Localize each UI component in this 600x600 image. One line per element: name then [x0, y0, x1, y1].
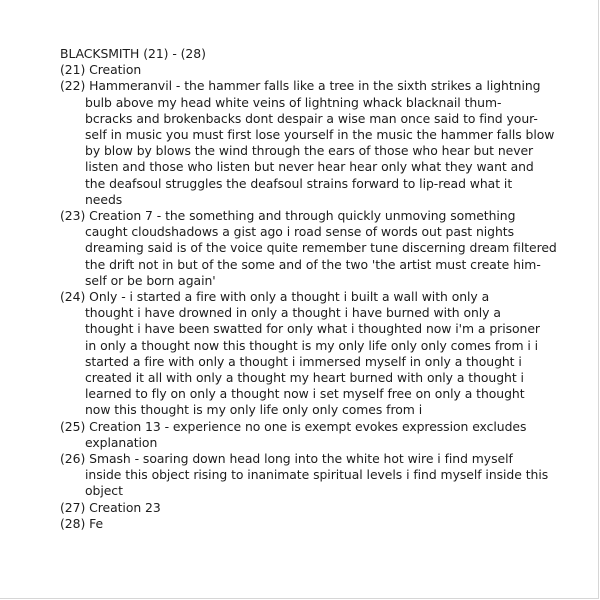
track-text-line: created it all with only a thought my heart burned with only a thought i: [85, 370, 524, 386]
track-heading: (28) Fe: [60, 515, 104, 531]
track-entry: [60, 419, 560, 451]
text-block: [60, 46, 560, 532]
page-title: BLACKSMITH (21) - (28): [60, 46, 206, 61]
track-entry: [60, 208, 560, 289]
track-text-line: the drift not in but of the some and of the two 'the artist must create him-: [85, 256, 541, 272]
track-heading: (26) Smash - soaring down head long into the white hot wire i find myself: [60, 451, 513, 467]
track-text-line: caught cloudshadows a gist ago i road sense of words out past nights: [85, 224, 515, 240]
track-text-line: dreaming said is of the voice quite remember tune discerning dream filtered: [85, 240, 557, 256]
track-text-line: bulb above my head white veins of lightning whack blacknail thum-: [85, 94, 502, 110]
track-text-line: learned to fly on only a thought now i set myself free on only a thought: [85, 386, 525, 402]
track-text-line: explanation: [85, 434, 158, 450]
track-heading: (25) Creation 13 - experience no one is exempt evokes expression excludes: [60, 418, 527, 434]
track-text-line: object: [85, 483, 123, 499]
track-text-line: needs: [85, 191, 123, 207]
track-heading: (21) Creation: [60, 62, 142, 78]
track-text-line: thought i have been swatted for only what i thoughted now i'm a prisoner: [85, 321, 540, 337]
track-text-line: thought i have drowned in only a thought i have burned with only a: [85, 305, 501, 321]
track-text-line: self or be born again': [85, 272, 216, 288]
track-text-line: the deafsoul struggles the deafsoul strains forward to lip-read what it: [85, 175, 513, 191]
track-text-line: inside this object rising to inanimate spiritual levels i find myself inside this: [85, 467, 549, 483]
track-entry: [60, 289, 560, 419]
track-entry: [60, 62, 560, 78]
track-text-line: self in music you must first lose yourself in the music the hammer falls blow: [85, 127, 555, 143]
track-entry: [60, 451, 560, 500]
track-entry: [60, 516, 560, 532]
track-heading: (22) Hammeranvil - the hammer falls like a tree in the sixth strikes a lightning: [60, 78, 541, 94]
track-heading: (24) Only - i started a fire with only a thought i built a wall with only a: [60, 289, 490, 305]
track-heading: (23) Creation 7 - the something and through quickly unmoving something: [60, 208, 516, 224]
track-entry: [60, 500, 560, 516]
track-text-line: started a fire with only a thought i immersed myself in only a thought i: [85, 353, 522, 369]
track-text-line: by blow by blows the wind through the ears of those who hear but never: [85, 143, 534, 159]
track-text-line: now this thought is my only life only only comes from i: [85, 402, 423, 418]
track-list: [60, 62, 560, 532]
track-text-line: bcracks and brokenbacks dont despair a wise man once said to find your-: [85, 110, 538, 126]
track-text-line: in only a thought now this thought is my only life only only comes from i i: [85, 337, 539, 353]
track-text-line: listen and those who listen but never hear hear only what they want and: [85, 159, 534, 175]
track-heading: (27) Creation 23: [60, 499, 161, 515]
track-entry: [60, 78, 560, 208]
